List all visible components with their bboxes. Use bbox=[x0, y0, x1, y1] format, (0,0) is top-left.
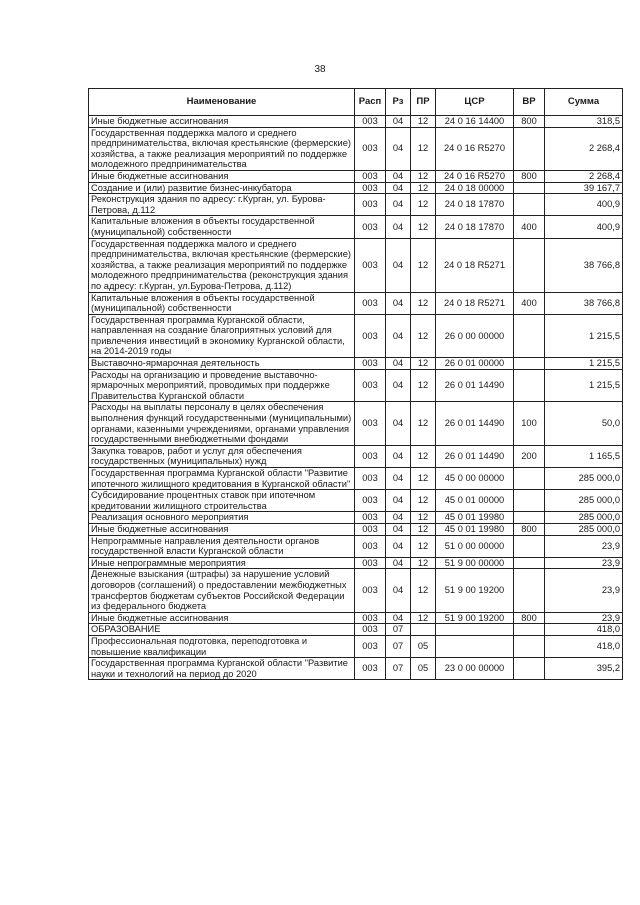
cell-name: Расходы на организацию и проведение выставочно-ярмарочных мероприятий, проводимых при поддержке Правительства Курганской области bbox=[89, 369, 355, 402]
cell-sum: 23,9 bbox=[545, 612, 623, 624]
cell-pr: 12 bbox=[411, 216, 436, 238]
cell-rasp: 003 bbox=[355, 127, 386, 170]
cell-sum: 23,9 bbox=[545, 569, 623, 612]
cell-csr: 24 0 18 R5271 bbox=[436, 238, 514, 292]
cell-pr: 12 bbox=[411, 292, 436, 314]
table-row bbox=[89, 535, 623, 557]
cell-name: Профессиональная подготовка, переподготовка и повышение квалификации bbox=[89, 635, 355, 657]
cell-vr bbox=[514, 127, 545, 170]
table-row bbox=[89, 490, 623, 512]
table-row bbox=[89, 402, 623, 445]
cell-pr: 12 bbox=[411, 170, 436, 182]
cell-rasp: 003 bbox=[355, 658, 386, 680]
cell-pr: 12 bbox=[411, 468, 436, 490]
cell-csr: 45 0 01 19980 bbox=[436, 512, 514, 524]
cell-sum: 285 000,0 bbox=[545, 512, 623, 524]
cell-vr bbox=[514, 569, 545, 612]
cell-sum: 1 215,5 bbox=[545, 369, 623, 402]
cell-rz: 04 bbox=[386, 127, 411, 170]
cell-name: Закупка товаров, работ и услуг для обеспечения государственных (муниципальных) нужд bbox=[89, 445, 355, 467]
cell-sum: 395,2 bbox=[545, 658, 623, 680]
cell-csr: 51 0 00 00000 bbox=[436, 535, 514, 557]
cell-rasp: 003 bbox=[355, 369, 386, 402]
cell-vr bbox=[514, 658, 545, 680]
cell-sum: 2 268,4 bbox=[545, 170, 623, 182]
cell-rasp: 003 bbox=[355, 314, 386, 357]
cell-sum: 39 167,7 bbox=[545, 182, 623, 194]
page-number: 38 bbox=[314, 64, 326, 75]
header-rz: Рз bbox=[386, 89, 411, 116]
cell-sum: 318,5 bbox=[545, 116, 623, 128]
cell-rz: 07 bbox=[386, 658, 411, 680]
header-vr: ВР bbox=[514, 89, 545, 116]
cell-rasp: 003 bbox=[355, 216, 386, 238]
cell-rasp: 003 bbox=[355, 292, 386, 314]
cell-rasp: 003 bbox=[355, 116, 386, 128]
cell-rasp: 003 bbox=[355, 468, 386, 490]
cell-csr: 26 0 01 14490 bbox=[436, 369, 514, 402]
cell-csr: 24 0 16 14400 bbox=[436, 116, 514, 128]
cell-vr: 800 bbox=[514, 523, 545, 535]
cell-rasp: 003 bbox=[355, 358, 386, 370]
cell-sum: 400,9 bbox=[545, 194, 623, 216]
cell-rz: 04 bbox=[386, 468, 411, 490]
cell-pr: 12 bbox=[411, 402, 436, 445]
cell-vr bbox=[514, 624, 545, 636]
cell-pr bbox=[411, 624, 436, 636]
table-row bbox=[89, 523, 623, 535]
table-row bbox=[89, 624, 623, 636]
table-body bbox=[89, 116, 623, 680]
table-row bbox=[89, 314, 623, 357]
cell-pr: 12 bbox=[411, 523, 436, 535]
cell-rasp: 003 bbox=[355, 624, 386, 636]
cell-rasp: 003 bbox=[355, 557, 386, 569]
cell-pr: 12 bbox=[411, 490, 436, 512]
header-rasp: Расп bbox=[355, 89, 386, 116]
cell-rz: 04 bbox=[386, 170, 411, 182]
table-row bbox=[89, 658, 623, 680]
cell-vr bbox=[514, 490, 545, 512]
table-row bbox=[89, 216, 623, 238]
cell-sum: 38 766,8 bbox=[545, 238, 623, 292]
cell-name: Государственная программа Курганской области "Развитие науки и технологий на период до 2020 bbox=[89, 658, 355, 680]
cell-csr: 23 0 00 00000 bbox=[436, 658, 514, 680]
cell-vr bbox=[514, 635, 545, 657]
header-sum: Сумма bbox=[545, 89, 623, 116]
cell-name: Капитальные вложения в объекты государственной (муниципальной) собственности bbox=[89, 216, 355, 238]
cell-pr: 12 bbox=[411, 358, 436, 370]
cell-name: Иные непрограммные мероприятия bbox=[89, 557, 355, 569]
table-row bbox=[89, 612, 623, 624]
cell-name: Реализация основного мероприятия bbox=[89, 512, 355, 524]
cell-csr: 24 0 18 00000 bbox=[436, 182, 514, 194]
cell-rz: 04 bbox=[386, 194, 411, 216]
cell-vr: 100 bbox=[514, 402, 545, 445]
cell-name: Иные бюджетные ассигнования bbox=[89, 170, 355, 182]
cell-sum: 38 766,8 bbox=[545, 292, 623, 314]
cell-rz: 07 bbox=[386, 635, 411, 657]
table-row bbox=[89, 182, 623, 194]
table-row bbox=[89, 358, 623, 370]
cell-name: Реконструкция здания по адресу: г.Курган, ул. Бурова-Петрова, д.112 bbox=[89, 194, 355, 216]
cell-vr bbox=[514, 238, 545, 292]
cell-pr: 12 bbox=[411, 194, 436, 216]
table-row bbox=[89, 557, 623, 569]
cell-sum: 1 165,5 bbox=[545, 445, 623, 467]
cell-rasp: 003 bbox=[355, 635, 386, 657]
table-row bbox=[89, 369, 623, 402]
cell-vr bbox=[514, 468, 545, 490]
cell-rasp: 003 bbox=[355, 490, 386, 512]
table-row bbox=[89, 635, 623, 657]
cell-rasp: 003 bbox=[355, 535, 386, 557]
cell-sum: 2 268,4 bbox=[545, 127, 623, 170]
header-name: Наименование bbox=[89, 89, 355, 116]
cell-name: Государственная программа Курганской области "Развитие ипотечного жилищного кредитования в Курганской области" bbox=[89, 468, 355, 490]
table-row bbox=[89, 194, 623, 216]
cell-rz: 04 bbox=[386, 216, 411, 238]
cell-csr: 24 0 16 R5270 bbox=[436, 127, 514, 170]
cell-rasp: 003 bbox=[355, 170, 386, 182]
cell-name: Государственная поддержка малого и среднего предпринимательства, включая крестьянские (фермерские) хозяйства, а также реализация мероприятий по поддержке молодежного предпринимательства bbox=[89, 127, 355, 170]
cell-rasp: 003 bbox=[355, 569, 386, 612]
cell-rz: 04 bbox=[386, 238, 411, 292]
cell-pr: 05 bbox=[411, 635, 436, 657]
cell-sum: 400,9 bbox=[545, 216, 623, 238]
cell-rz: 04 bbox=[386, 445, 411, 467]
cell-rz: 04 bbox=[386, 358, 411, 370]
cell-name: Расходы на выплаты персоналу в целях обеспечения выполнения функций государственными (муниципальными) органами, казенными учреждениями, органами управления государственными внебюджетными фондами bbox=[89, 402, 355, 445]
cell-csr: 51 9 00 19200 bbox=[436, 612, 514, 624]
cell-pr: 12 bbox=[411, 238, 436, 292]
cell-sum: 285 000,0 bbox=[545, 468, 623, 490]
cell-vr bbox=[514, 314, 545, 357]
cell-name: ОБРАЗОВАНИЕ bbox=[89, 624, 355, 636]
cell-sum: 285 000,0 bbox=[545, 490, 623, 512]
cell-vr bbox=[514, 535, 545, 557]
header-csr: ЦСР bbox=[436, 89, 514, 116]
cell-name: Денежные взыскания (штрафы) за нарушение условий договоров (соглашений) о предоставлении межбюджетных трансфертов бюджетам субъектов Российской Федерации из федерального бюджета bbox=[89, 569, 355, 612]
cell-vr: 800 bbox=[514, 612, 545, 624]
table-row bbox=[89, 170, 623, 182]
cell-rz: 04 bbox=[386, 612, 411, 624]
cell-vr: 800 bbox=[514, 170, 545, 182]
cell-rz: 04 bbox=[386, 512, 411, 524]
cell-pr: 12 bbox=[411, 569, 436, 612]
cell-vr: 400 bbox=[514, 216, 545, 238]
cell-rz: 04 bbox=[386, 182, 411, 194]
cell-pr: 12 bbox=[411, 314, 436, 357]
cell-rasp: 003 bbox=[355, 612, 386, 624]
table-row bbox=[89, 569, 623, 612]
cell-sum: 418,0 bbox=[545, 635, 623, 657]
cell-vr: 800 bbox=[514, 116, 545, 128]
cell-vr bbox=[514, 194, 545, 216]
cell-pr: 12 bbox=[411, 535, 436, 557]
cell-pr: 12 bbox=[411, 612, 436, 624]
cell-csr: 51 9 00 00000 bbox=[436, 557, 514, 569]
cell-rz: 04 bbox=[386, 535, 411, 557]
cell-name: Выставочно-ярмарочная деятельность bbox=[89, 358, 355, 370]
cell-rasp: 003 bbox=[355, 402, 386, 445]
cell-rasp: 003 bbox=[355, 194, 386, 216]
cell-name: Иные бюджетные ассигнования bbox=[89, 523, 355, 535]
cell-sum: 50,0 bbox=[545, 402, 623, 445]
cell-rasp: 003 bbox=[355, 512, 386, 524]
cell-csr: 24 0 16 R5270 bbox=[436, 170, 514, 182]
cell-sum: 23,9 bbox=[545, 557, 623, 569]
cell-vr bbox=[514, 182, 545, 194]
cell-csr: 26 0 01 00000 bbox=[436, 358, 514, 370]
cell-rz: 04 bbox=[386, 569, 411, 612]
cell-csr: 45 0 01 19980 bbox=[436, 523, 514, 535]
table-row bbox=[89, 238, 623, 292]
cell-pr: 12 bbox=[411, 512, 436, 524]
cell-vr bbox=[514, 557, 545, 569]
cell-csr: 45 0 01 00000 bbox=[436, 490, 514, 512]
table-row bbox=[89, 116, 623, 128]
cell-rasp: 003 bbox=[355, 445, 386, 467]
cell-csr: 45 0 00 00000 bbox=[436, 468, 514, 490]
table-row bbox=[89, 292, 623, 314]
cell-pr: 12 bbox=[411, 445, 436, 467]
cell-vr bbox=[514, 369, 545, 402]
table-row bbox=[89, 468, 623, 490]
cell-pr: 12 bbox=[411, 182, 436, 194]
cell-name: Иные бюджетные ассигнования bbox=[89, 612, 355, 624]
table-header-row bbox=[89, 89, 623, 116]
budget-table bbox=[88, 88, 623, 680]
header-pr: ПР bbox=[411, 89, 436, 116]
cell-name: Субсидирование процентных ставок при ипотечном кредитовании жилищного строительства bbox=[89, 490, 355, 512]
cell-rz: 04 bbox=[386, 523, 411, 535]
cell-name: Иные бюджетные ассигнования bbox=[89, 116, 355, 128]
cell-rz: 04 bbox=[386, 314, 411, 357]
cell-csr: 26 0 01 14490 bbox=[436, 402, 514, 445]
cell-rz: 04 bbox=[386, 557, 411, 569]
cell-vr bbox=[514, 358, 545, 370]
cell-vr: 400 bbox=[514, 292, 545, 314]
cell-vr bbox=[514, 512, 545, 524]
cell-pr: 05 bbox=[411, 658, 436, 680]
table-row bbox=[89, 127, 623, 170]
cell-rz: 04 bbox=[386, 369, 411, 402]
cell-name: Создание и (или) развитие бизнес-инкубатора bbox=[89, 182, 355, 194]
cell-sum: 1 215,5 bbox=[545, 314, 623, 357]
cell-csr: 51 9 00 19200 bbox=[436, 569, 514, 612]
cell-sum: 285 000,0 bbox=[545, 523, 623, 535]
cell-csr: 24 0 18 17870 bbox=[436, 216, 514, 238]
cell-pr: 12 bbox=[411, 127, 436, 170]
cell-name: Государственная программа Курганской области, направленная на создание благоприятных условий для привлечения инвестиций в экономику Курганской области, на 2014-2019 годы bbox=[89, 314, 355, 357]
cell-rz: 04 bbox=[386, 116, 411, 128]
cell-rz: 07 bbox=[386, 624, 411, 636]
cell-csr: 24 0 18 R5271 bbox=[436, 292, 514, 314]
cell-name: Государственная поддержка малого и среднего предпринимательства, включая крестьянские (фермерские) хозяйства, а также реализация мероприятий по поддержке молодежного предпринимательства (реконструкция здания по адресу: г.Курган, ул.Бурова-Петрова, д.112) bbox=[89, 238, 355, 292]
cell-name: Капитальные вложения в объекты государственной (муниципальной) собственности bbox=[89, 292, 355, 314]
table-row bbox=[89, 512, 623, 524]
cell-pr: 12 bbox=[411, 116, 436, 128]
cell-csr: 26 0 00 00000 bbox=[436, 314, 514, 357]
cell-csr: 24 0 18 17870 bbox=[436, 194, 514, 216]
cell-rasp: 003 bbox=[355, 238, 386, 292]
cell-csr bbox=[436, 635, 514, 657]
cell-rasp: 003 bbox=[355, 523, 386, 535]
cell-csr bbox=[436, 624, 514, 636]
cell-rz: 04 bbox=[386, 292, 411, 314]
cell-rasp: 003 bbox=[355, 182, 386, 194]
table-row bbox=[89, 445, 623, 467]
cell-pr: 12 bbox=[411, 557, 436, 569]
cell-csr: 26 0 01 14490 bbox=[436, 445, 514, 467]
cell-sum: 1 215,5 bbox=[545, 358, 623, 370]
cell-sum: 418,0 bbox=[545, 624, 623, 636]
cell-pr: 12 bbox=[411, 369, 436, 402]
cell-vr: 200 bbox=[514, 445, 545, 467]
cell-rz: 04 bbox=[386, 402, 411, 445]
cell-name: Непрограммные направления деятельности органов государственной власти Курганской области bbox=[89, 535, 355, 557]
cell-rz: 04 bbox=[386, 490, 411, 512]
cell-sum: 23,9 bbox=[545, 535, 623, 557]
